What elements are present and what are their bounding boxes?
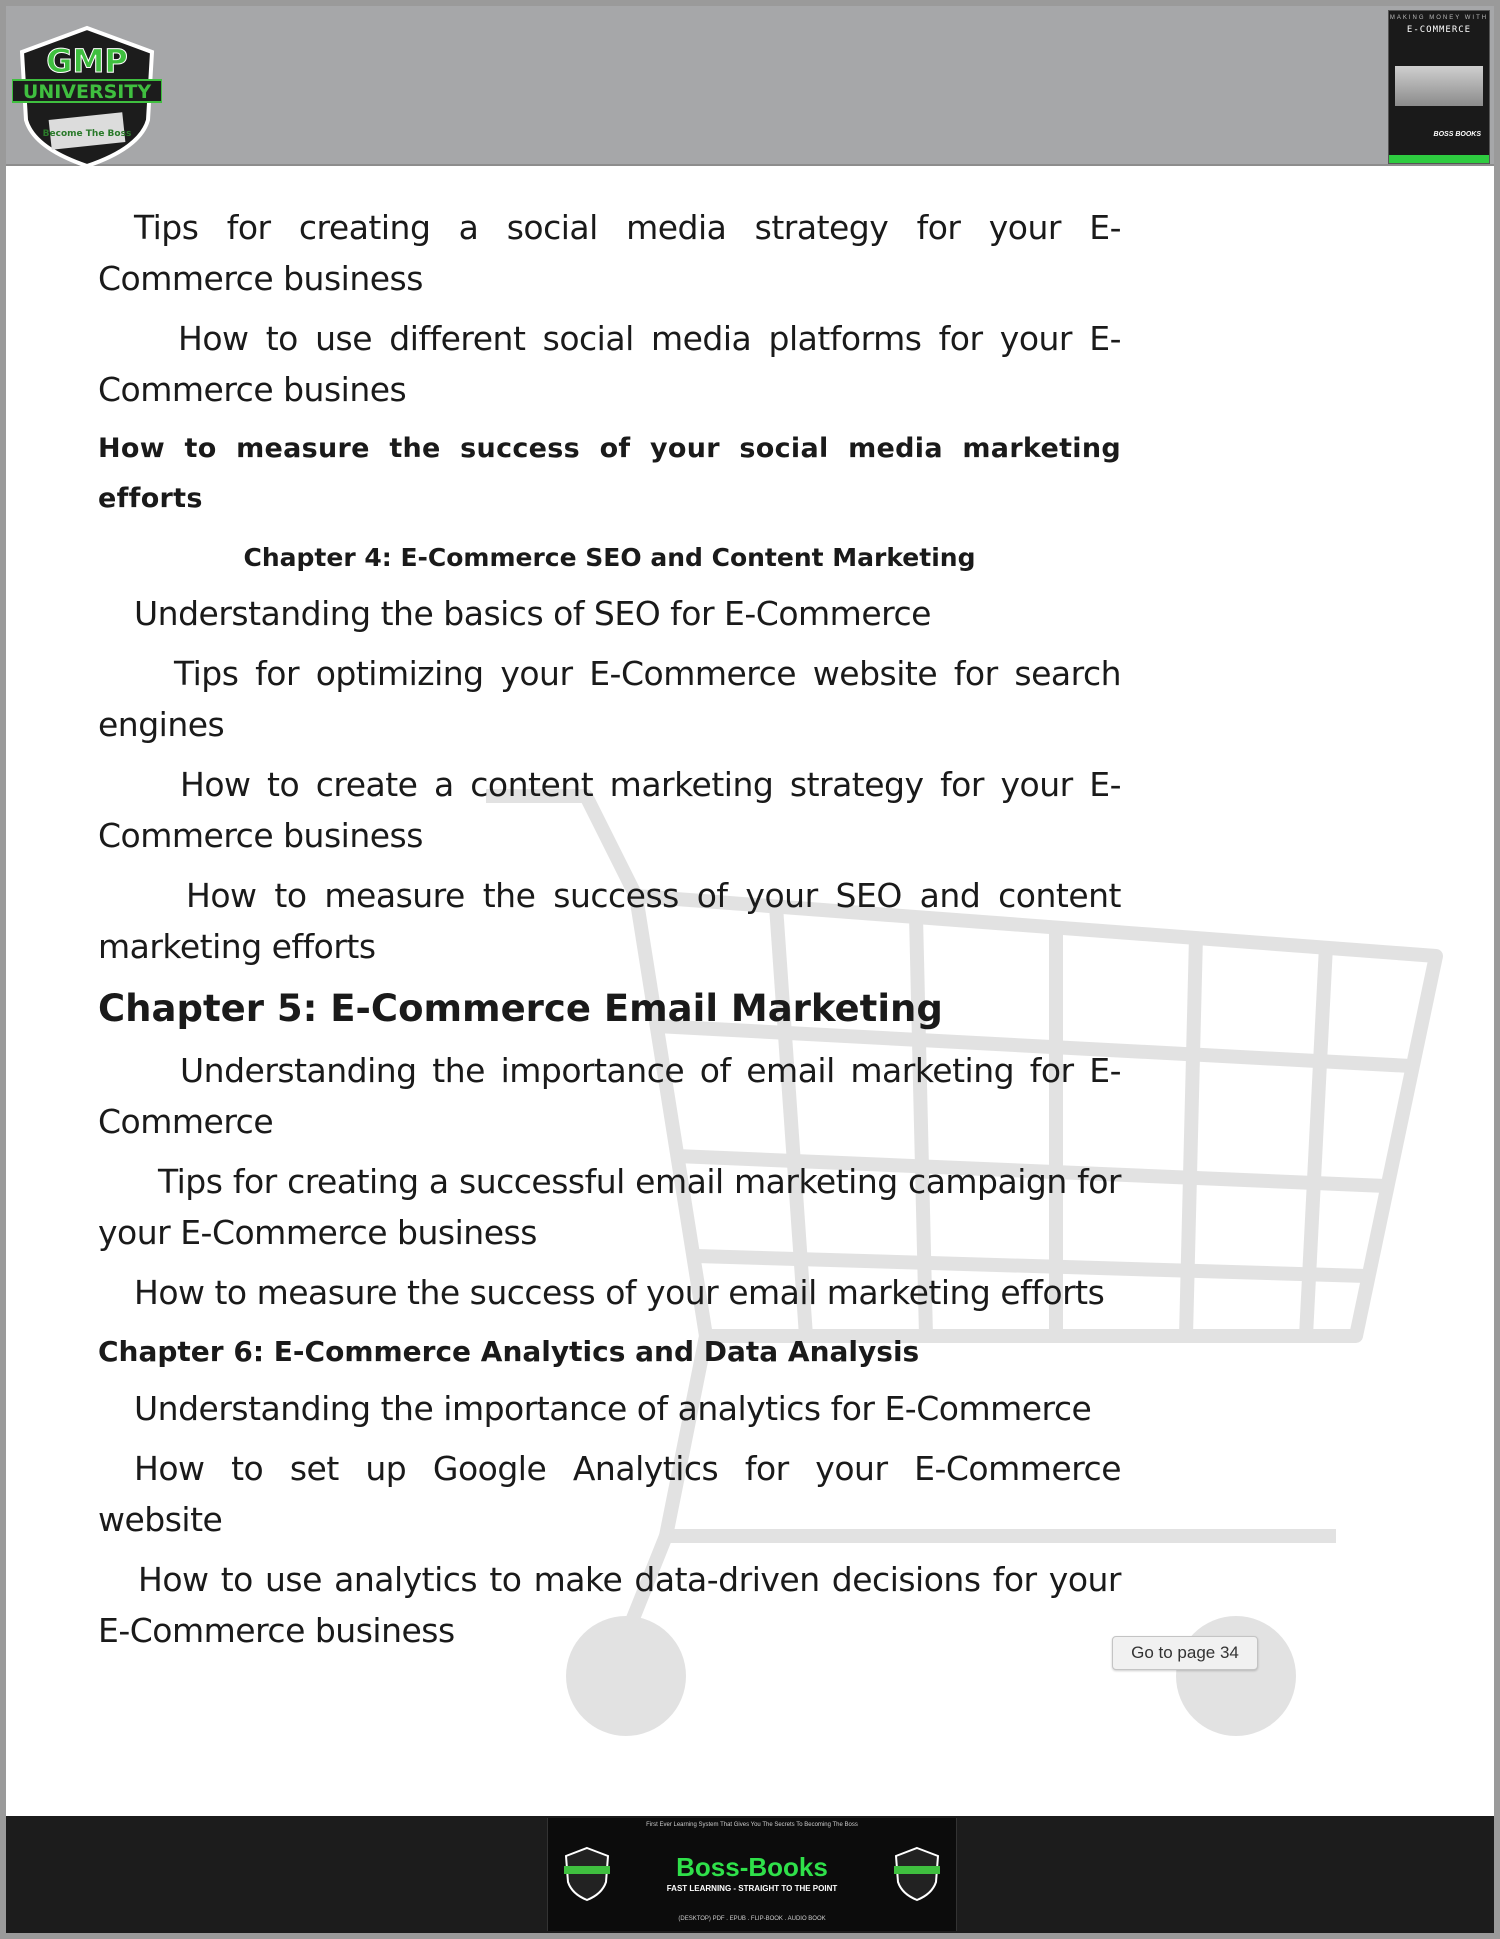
chapter-heading: Chapter 4: E-Commerce SEO and Content Marketing xyxy=(243,543,976,572)
page-footer xyxy=(6,1816,1494,1933)
boss-books-banner xyxy=(547,1818,957,1931)
logo-tagline-text: Become The Boss xyxy=(42,129,132,139)
cover-brand: BOSS BOOKS xyxy=(1433,131,1481,138)
document-page xyxy=(6,6,1494,1933)
toc-entry: Understanding the importance of analytics for E-Commerce xyxy=(134,1389,1092,1428)
page-header xyxy=(6,6,1494,166)
table-of-contents xyxy=(98,202,1121,1665)
logo-university-text: UNIVERSITY xyxy=(22,81,152,103)
gmp-badge-icon xyxy=(892,1846,942,1902)
cover-pre-title: MAKING MONEY WITH xyxy=(1389,15,1489,21)
toc-entry: How to set up Google Analytics for your E-Commerce website xyxy=(98,1449,1121,1539)
cover-title: E-COMMERCE xyxy=(1406,25,1472,35)
toc-entry: Tips for creating a successful email marketing campaign for your E-Commerce business xyxy=(98,1162,1121,1252)
toc-entry: How to measure the success of your SEO and content marketing efforts xyxy=(98,876,1121,966)
cover-green-strip xyxy=(1389,155,1489,163)
chapter-heading: Chapter 5: E-Commerce Email Marketing xyxy=(98,987,943,1030)
chapter-heading: Chapter 6: E-Commerce Analytics and Data Analysis xyxy=(98,1335,920,1368)
toc-entry: How to measure the success of your email marketing efforts xyxy=(134,1273,1105,1312)
banner-top-text: First Ever Learning System That Gives You The Secrets To Becoming The Boss xyxy=(646,1822,858,1828)
gmp-university-logo xyxy=(12,24,162,170)
cover-photo xyxy=(1395,66,1483,106)
toc-entry: How to create a content marketing strategy for your E-Commerce business xyxy=(98,765,1121,855)
toc-entry: Tips for creating a social media strategy for your E-Commerce business xyxy=(98,208,1121,298)
logo-gmp-text: GMP xyxy=(46,42,128,80)
banner-subtitle: FAST LEARNING - STRAIGHT TO THE POINT xyxy=(666,1884,838,1893)
toc-entry: Tips for optimizing your E-Commerce website for search engines xyxy=(98,654,1121,744)
banner-title: Boss-Books xyxy=(676,1852,828,1882)
toc-entry: How to use different social media platforms for your E-Commerce busines xyxy=(98,319,1121,409)
go-to-page-button[interactable]: Go to page 34 xyxy=(1112,1636,1258,1670)
toc-entry: Understanding the importance of email marketing for E-Commerce xyxy=(98,1051,1121,1141)
toc-entry: Understanding the basics of SEO for E-Commerce xyxy=(134,594,931,633)
section-heading: How to measure the success of your social media marketing efforts xyxy=(98,433,1121,514)
banner-bottom-text: (DESKTOP) PDF . EPUB . FLIP-BOOK . AUDIO BOOK xyxy=(678,1916,826,1922)
toc-entry: How to use analytics to make data-driven decisions for your E-Commerce business xyxy=(98,1560,1121,1650)
book-cover-thumbnail xyxy=(1388,10,1490,164)
